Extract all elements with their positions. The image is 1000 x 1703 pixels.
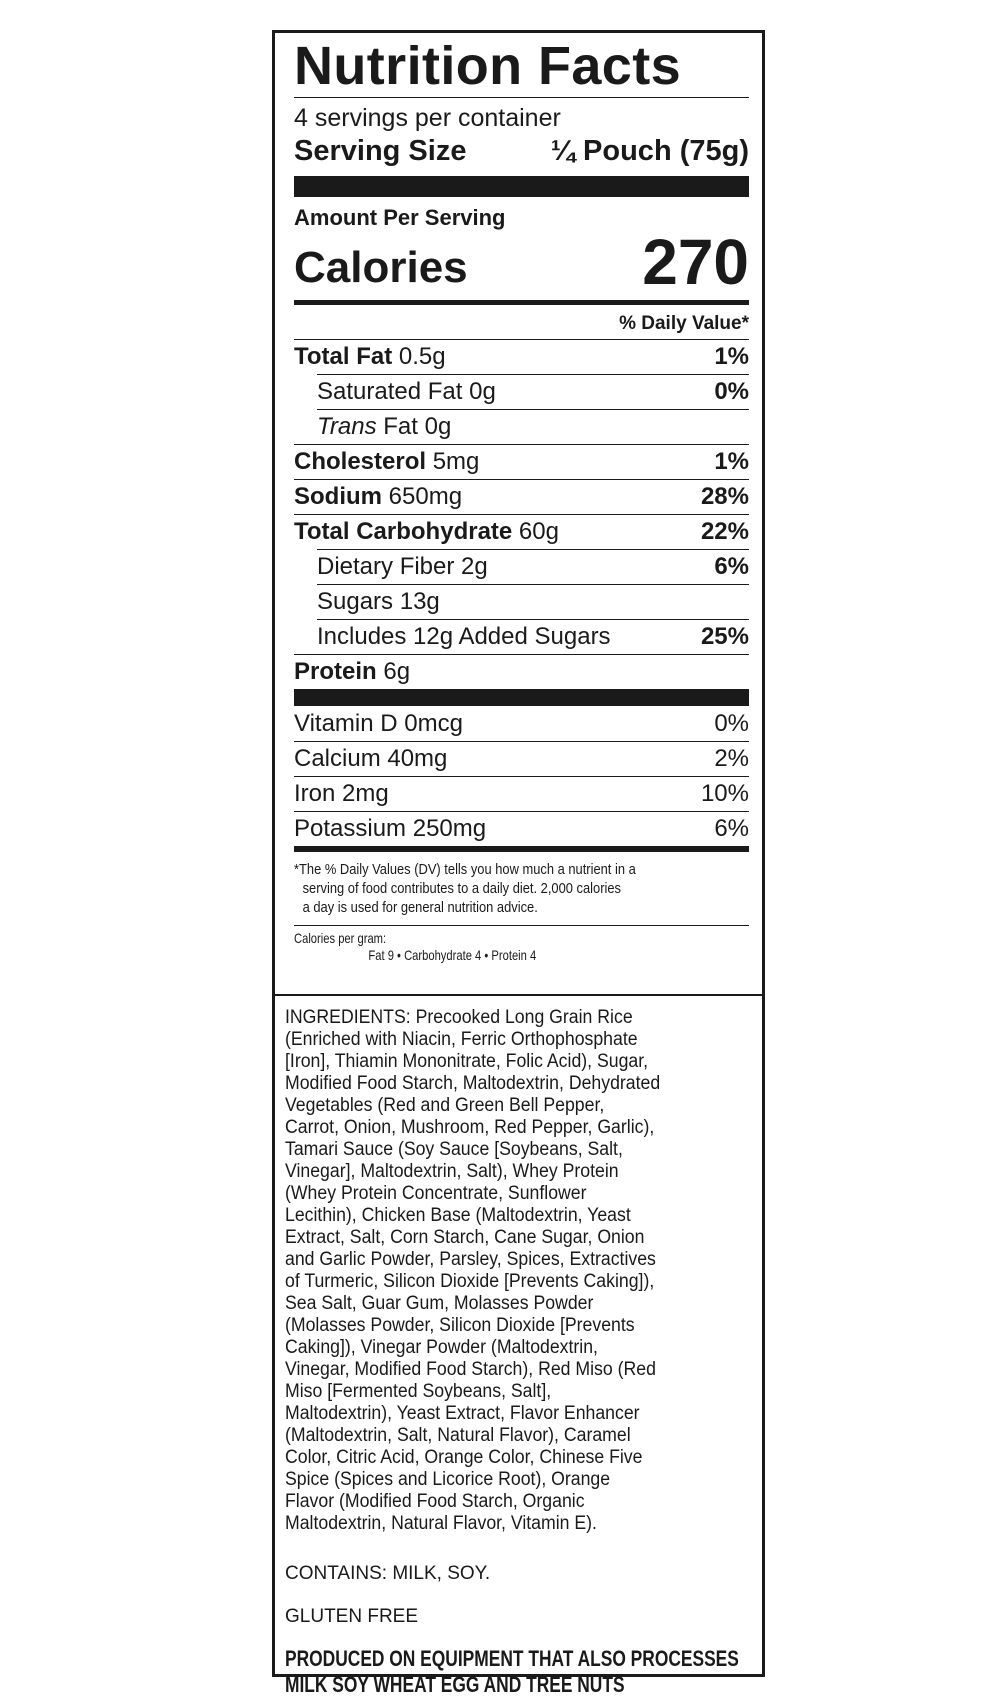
nutrient-name: Saturated Fat xyxy=(317,378,463,405)
ingredients-line: (Enriched with Niacin, Ferric Orthophosphate xyxy=(285,1029,638,1050)
daily-value-header: % Daily Value* xyxy=(619,313,749,334)
nutrient-dv: 1% xyxy=(714,343,749,370)
ingredients-line: Color, Citric Acid, Orange Color, Chinese Five xyxy=(285,1447,643,1468)
ingredients-line: Modified Food Starch, Maltodextrin, Dehydrated xyxy=(285,1073,661,1094)
ingredients-line: Maltodextrin), Yeast Extract, Flavor Enhancer xyxy=(285,1403,640,1424)
calories-label: Calories xyxy=(294,243,468,292)
nutrient-amount: 0g xyxy=(424,413,452,440)
nutrient-dv: 22% xyxy=(700,518,749,545)
footnote-line: *The % Daily Values (DV) tells you how much a nutrient in a xyxy=(294,861,636,878)
nutrient-amount: 0g xyxy=(469,378,496,405)
ingredients-line: Vinegar, Modified Food Starch), Red Miso (Red xyxy=(285,1359,656,1380)
servings-per-container: 4 servings per container xyxy=(294,104,561,132)
ingredients-line: Flavor (Modified Food Starch, Organic xyxy=(285,1491,585,1512)
calories-per-gram-values: Fat 9 • Carbohydrate 4 • Protein 4 xyxy=(368,947,537,963)
nutrient-name: Trans xyxy=(317,413,377,440)
serving-size-label: Serving Size xyxy=(294,135,467,167)
vitamin-name: Potassium xyxy=(294,815,407,842)
daily-value-footnote xyxy=(294,860,763,920)
nutrient-name: Total Fat xyxy=(294,343,393,370)
nutrient-name-suffix: Fat xyxy=(383,413,418,440)
vitamin-row-calcium xyxy=(294,741,749,776)
nutrient-row-sodium xyxy=(294,479,749,514)
nutrient-dv: 25% xyxy=(700,623,749,650)
ingredients-text xyxy=(285,1007,750,1535)
ingredients-line: Tamari Sauce (Soy Sauce [Soybeans, Salt, xyxy=(285,1139,623,1160)
serving-size-row xyxy=(294,133,749,169)
ingredients-line: Miso [Fermented Soybeans, Salt], xyxy=(285,1381,552,1402)
ingredients-line: INGREDIENTS: Precooked Long Grain Rice xyxy=(285,1007,633,1028)
nutrient-dv: 6% xyxy=(714,553,749,580)
nutrient-name: Sodium xyxy=(294,483,382,510)
calories-row xyxy=(294,226,749,298)
nutrient-name: Cholesterol xyxy=(294,448,427,475)
nutrient-row-dietary-fiber xyxy=(317,549,749,584)
nutrient-name: Total Carbohydrate xyxy=(294,518,513,545)
footnote-line: serving of food contributes to a daily diet. 2,000 calories xyxy=(302,880,621,897)
allergen-contains: CONTAINS: MILK, SOY. xyxy=(285,1563,491,1584)
nutrient-row-cholesterol xyxy=(294,444,749,479)
calories-per-gram-label: Calories per gram: xyxy=(294,930,387,946)
nutrient-name: Protein xyxy=(294,658,377,685)
calories-value: 270 xyxy=(642,226,749,298)
nutrient-row-added-sugars xyxy=(317,619,749,654)
divider xyxy=(294,97,749,98)
divider xyxy=(294,925,749,926)
nutrient-amount: 60g xyxy=(518,518,559,545)
nutrition-facts-title: Nutrition Facts xyxy=(294,36,682,96)
ingredients-section xyxy=(275,994,762,1698)
vitamin-name: Calcium xyxy=(294,745,381,772)
nutrient-dv: 0% xyxy=(714,378,749,405)
vitamin-name: Iron xyxy=(294,780,336,807)
vitamin-name: Vitamin D xyxy=(294,709,398,737)
nutrition-label xyxy=(272,30,765,1697)
vitamin-row-iron xyxy=(294,776,749,811)
thick-divider xyxy=(294,689,749,706)
ingredients-line: (Molasses Powder, Silicon Dioxide [Prevents xyxy=(285,1315,635,1336)
nutrient-dv: 28% xyxy=(700,483,749,510)
nutrient-amount: 5mg xyxy=(432,448,480,475)
nutrient-amount: 13g xyxy=(399,588,440,615)
footnote-line: a day is used for general nutrition advice. xyxy=(302,899,538,916)
nutrition-facts-panel xyxy=(275,33,762,994)
ingredients-line: [Iron], Thiamin Mononitrate, Folic Acid), Sugar, xyxy=(285,1051,649,1072)
ingredients-line: Maltodextrin, Natural Flavor, Vitamin E). xyxy=(285,1513,597,1534)
nutrient-name: Sugars xyxy=(317,588,394,615)
nutrient-row-total-fat xyxy=(294,339,749,374)
ingredients-line: (Whey Protein Concentrate, Sunflower xyxy=(285,1183,587,1204)
nutrient-amount: 2g xyxy=(461,553,488,580)
vitamin-amount: 40mg xyxy=(387,745,448,772)
vitamin-dv: 0% xyxy=(714,709,749,737)
equipment-warning-line: MILK SOY WHEAT EGG AND TREE NUTS xyxy=(285,1672,625,1697)
nutrient-row-total-carbohydrate xyxy=(294,514,749,549)
ingredients-line: Extract, Salt, Corn Starch, Cane Sugar, Onion xyxy=(285,1227,645,1248)
ingredients-line: (Maltodextrin, Salt, Natural Flavor), Caramel xyxy=(285,1425,631,1446)
vitamin-row-vitamin-d xyxy=(294,706,749,741)
ingredients-line: Vegetables (Red and Green Bell Pepper, xyxy=(285,1095,605,1116)
vitamin-row-potassium xyxy=(294,811,749,846)
vitamin-dv: 2% xyxy=(714,745,749,772)
nutrient-amount: 0.5g xyxy=(398,343,446,370)
vitamin-amount: 0mcg xyxy=(404,709,463,737)
nutrient-row-trans-fat xyxy=(317,409,749,444)
medium-divider xyxy=(294,846,749,852)
serving-size-value: ¼ Pouch (75g) xyxy=(550,135,749,167)
vitamin-dv: 10% xyxy=(700,780,749,807)
gluten-free-statement: GLUTEN FREE xyxy=(285,1606,419,1627)
nutrient-amount: 650mg xyxy=(388,483,463,510)
ingredients-line: Carrot, Onion, Mushroom, Red Pepper, Garlic), xyxy=(285,1117,655,1138)
ingredients-line: of Turmeric, Silicon Dioxide [Prevents Caking]), xyxy=(285,1271,655,1292)
ingredients-line: Sea Salt, Guar Gum, Molasses Powder xyxy=(285,1293,594,1314)
nutrient-dv: 1% xyxy=(714,448,749,475)
ingredients-line: Vinegar], Maltodextrin, Salt), Whey Protein xyxy=(285,1161,619,1182)
vitamin-dv: 6% xyxy=(714,815,749,842)
amount-per-serving: Amount Per Serving xyxy=(294,205,506,230)
nutrient-row-sugars xyxy=(317,584,749,619)
ingredients-line: Caking]), Vinegar Powder (Maltodextrin, xyxy=(285,1337,598,1358)
nutrient-amount: 6g xyxy=(383,658,411,685)
ingredients-line: and Garlic Powder, Parsley, Spices, Extractives xyxy=(285,1249,656,1270)
vitamin-amount: 2mg xyxy=(342,780,389,807)
equipment-warning-line: PRODUCED ON EQUIPMENT THAT ALSO PROCESSES xyxy=(285,1646,739,1671)
vitamin-amount: 250mg xyxy=(412,815,487,842)
nutrient-row-saturated-fat xyxy=(317,374,749,409)
nutrient-name: Includes 12g Added Sugars xyxy=(317,623,611,650)
thick-divider xyxy=(294,176,749,197)
ingredients-line: Lecithin), Chicken Base (Maltodextrin, Yeast xyxy=(285,1205,631,1226)
equipment-warning xyxy=(285,1646,759,1698)
nutrient-name: Dietary Fiber xyxy=(317,553,455,580)
ingredients-line: Spice (Spices and Licorice Root), Orange xyxy=(285,1469,611,1490)
calories-per-gram xyxy=(294,930,742,972)
nutrient-row-protein xyxy=(294,654,749,689)
